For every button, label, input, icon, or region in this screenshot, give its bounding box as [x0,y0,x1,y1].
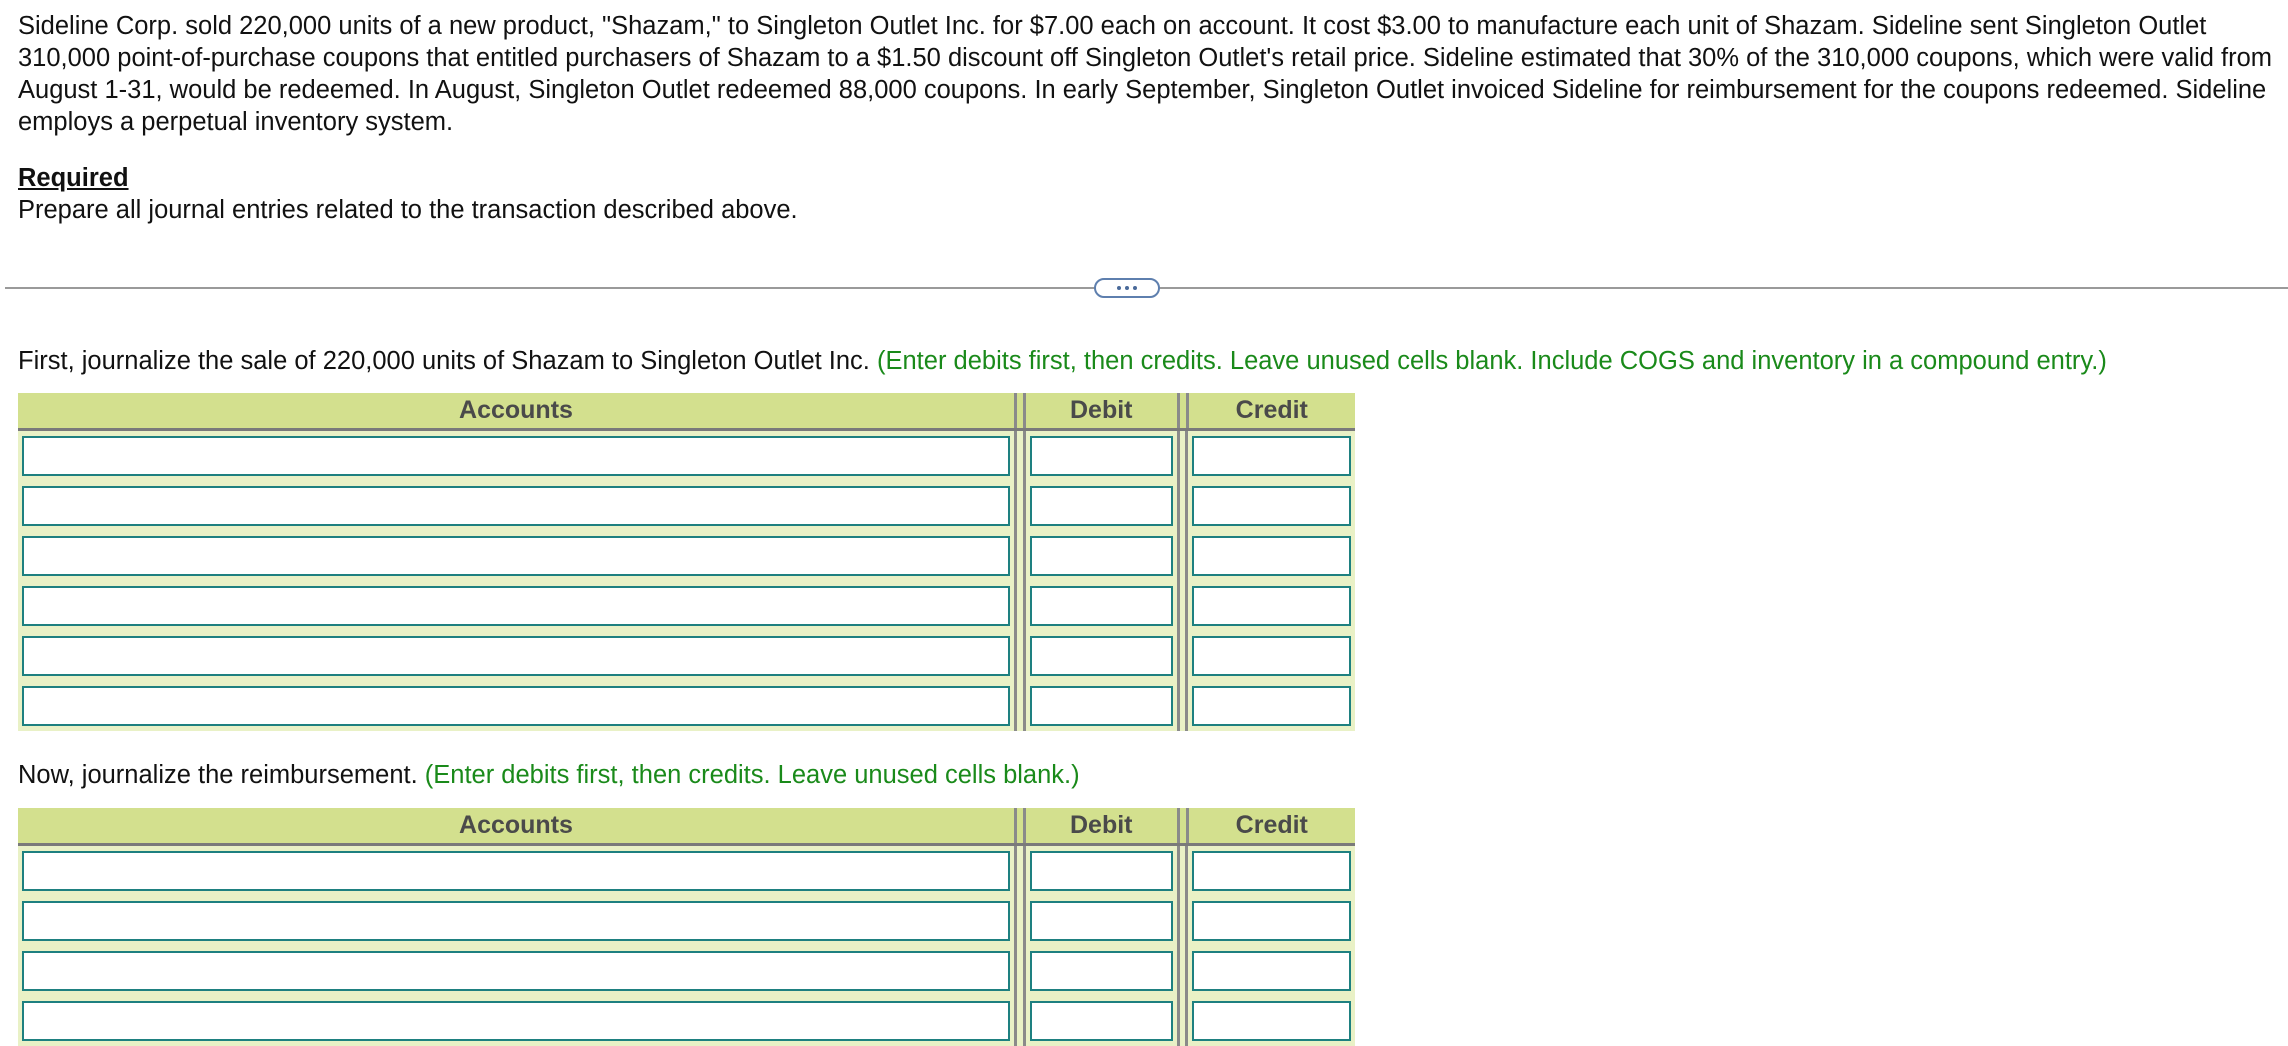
accounts-header: Accounts [459,811,573,839]
credit-input[interactable] [1192,536,1351,576]
credit-header: Credit [1235,811,1308,839]
account-input[interactable] [22,586,1010,626]
debit-input[interactable] [1030,636,1173,676]
journal-row [18,481,1355,531]
journal-row [18,946,1355,996]
journal1-instruction [18,345,2107,377]
credit-input[interactable] [1192,436,1351,476]
journal2-table [18,808,1355,1046]
journal-row [18,846,1355,896]
journal2-body [18,846,1355,1046]
credit-input[interactable] [1192,686,1351,726]
journal2-instruction-hint: (Enter debits first, then credits. Leave unused cells blank.) [424,761,1080,789]
journal-row [18,896,1355,946]
journal-row [18,681,1355,731]
journal2-header [18,808,1355,846]
debit-input[interactable] [1030,486,1173,526]
journal2-instruction-text: Now, journalize the reimbursement. [18,761,418,789]
debit-input[interactable] [1030,951,1173,991]
journal-row [18,581,1355,631]
required-heading: Required [18,164,129,192]
debit-input[interactable] [1030,536,1173,576]
debit-input[interactable] [1030,1001,1173,1041]
debit-header: Debit [1070,811,1133,839]
journal1-body [18,431,1355,731]
account-input[interactable] [22,486,1010,526]
debit-header: Debit [1070,396,1133,424]
debit-input[interactable] [1030,901,1173,941]
debit-input[interactable] [1030,586,1173,626]
credit-input[interactable] [1192,486,1351,526]
debit-input[interactable] [1030,436,1173,476]
account-input[interactable] [22,851,1010,891]
ellipsis-icon [1117,286,1121,290]
account-input[interactable] [22,951,1010,991]
account-input[interactable] [22,636,1010,676]
accounts-header: Accounts [459,396,573,424]
journal1-header [18,393,1355,431]
journal2-instruction [18,759,1080,791]
journal-row [18,996,1355,1046]
account-input[interactable] [22,1001,1010,1041]
debit-input[interactable] [1030,686,1173,726]
credit-input[interactable] [1192,851,1351,891]
journal1-instruction-text: First, journalize the sale of 220,000 units of Shazam to Singleton Outlet Inc. [18,347,870,375]
required-text: Prepare all journal entries related to the transaction described above. [18,196,798,224]
journal-row [18,431,1355,481]
journal-row [18,531,1355,581]
journal1-instruction-hint: (Enter debits first, then credits. Leave unused cells blank. Include COGS and inventory in a compound entry.) [877,347,2107,375]
credit-input[interactable] [1192,951,1351,991]
problem-statement: Sideline Corp. sold 220,000 units of a new product, "Shazam," to Singleton Outlet Inc. for $7.00 each on account. It cost $3.00 to manufacture each unit of Shazam. Sideline sent Singleton Outlet 310,000 point-of-purchase coupons that entitled purchasers of Shazam to a $1.50 discount off Singleton Outlet's retail price. Sideline estimated that 30% of the 310,000 coupons, which were valid from August 1-31, would be redeemed. In August, Singleton Outlet redeemed 88,000 coupons. In early September, Singleton Outlet invoiced Sideline for reimbursement for the coupons redeemed. Sideline employs a perpetual inventory system. [18,12,2273,136]
credit-input[interactable] [1192,636,1351,676]
journal1-table [18,393,1355,731]
credit-input[interactable] [1192,586,1351,626]
credit-header: Credit [1235,396,1308,424]
account-input[interactable] [22,901,1010,941]
account-input[interactable] [22,536,1010,576]
credit-input[interactable] [1192,1001,1351,1041]
journal-row [18,631,1355,681]
expand-more-button[interactable] [1094,278,1160,298]
account-input[interactable] [22,686,1010,726]
account-input[interactable] [22,436,1010,476]
problem-section [18,10,2280,226]
credit-input[interactable] [1192,901,1351,941]
debit-input[interactable] [1030,851,1173,891]
